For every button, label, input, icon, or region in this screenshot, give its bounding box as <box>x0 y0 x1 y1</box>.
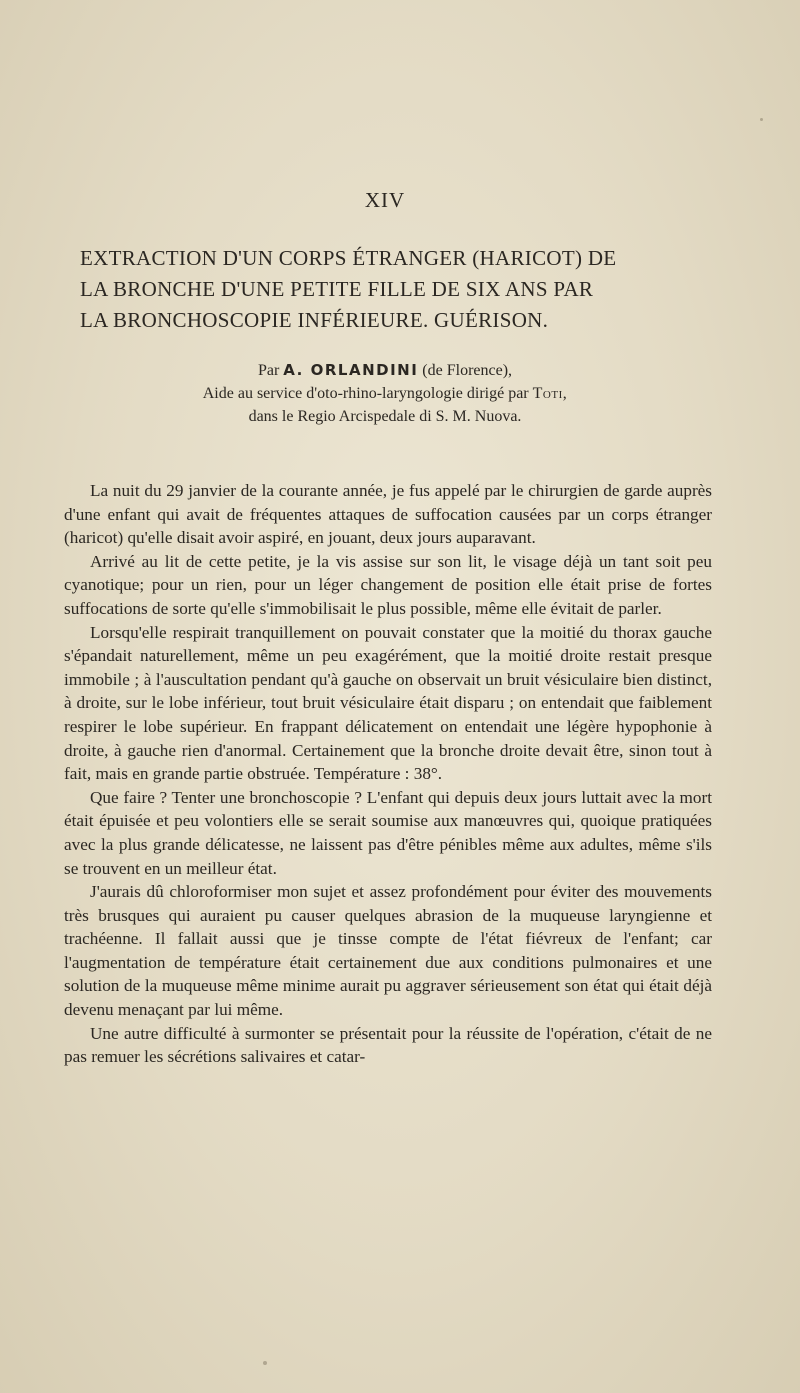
paper-speck <box>760 118 763 121</box>
paragraph: J'aurais dû chloroformiser mon sujet et assez profondément pour éviter des mouvements très brusques qui auraient pu causer quelques abrasion de la muqueuse laryngienne et trachéenne. Il fallait aussi que je tinsse compte de l'état fiévreux de l'enfant; car l'augmentation de température était certainement due aux conditions pulmonaires et une solution de la muqueuse même minime aurait pu aggraver sérieusement son état qui était déjà devenu menaçant par lui même. <box>64 882 712 1020</box>
author-origin: (de Florence), <box>422 362 513 379</box>
director-name: Toti, <box>532 385 568 402</box>
article-title <box>80 243 720 336</box>
paper-speck <box>263 1361 267 1365</box>
byline-role-line <box>0 382 770 405</box>
paragraph: Arrivé au lit de cette petite, je la vis assise sur son lit, le visage déjà un tant soit peu cyanotique; pour un rien, pour un léger changement de position elle était prise de fortes suffocations de sorte qu'elle s'immobilisait le plus possible, même elle évitait de parler. <box>64 551 712 618</box>
byline <box>0 359 770 428</box>
paragraph: Une autre difficulté à surmonter se présentait pour la réussite de l'opération, c'était de ne pas remuer les sécrétions salivaires et catar- <box>64 1023 712 1067</box>
author-name: A. ORLANDINI <box>283 361 419 379</box>
title-line: EXTRACTION D'UN CORPS ÉTRANGER (HARICOT) DE <box>80 246 617 270</box>
paragraph: Lorsqu'elle respirait tranquillement on pouvait constater que la moitié du thorax gauche s'épandait naturellement, même un peu exagérément, que la moitié droite restait presque immobile ; à l'auscultation pendant qu'à gauche on observait un bruit vésiculaire bien distinct, à droite, sur le lobe inférieur, tout bruit vésiculaire était disparu ; on entendait que faiblement respirer le lobe supérieur. En frappant délicatement on entendait une légère hypophonie à droite, à gauche rien d'anormal. Certainement que la bronche droite devait être, sinon tout à fait, mais en grande partie obstruée. Température : 38°. <box>64 622 712 784</box>
title-line: LA BRONCHE D'UNE PETITE FILLE DE SIX ANS PAR <box>80 277 594 301</box>
title-line: LA BRONCHOSCOPIE INFÉRIEURE. GUÉRISON. <box>80 308 549 332</box>
chapter-number: XIV <box>364 188 406 212</box>
byline-institution: dans le Regio Arcispedale di S. M. Nuova. <box>248 408 522 425</box>
byline-author-line <box>0 359 770 382</box>
article-body <box>64 479 712 1069</box>
byline-prefix: Par <box>257 362 280 379</box>
author-role: Aide au service d'oto-rhino-laryngologie dirigé par <box>202 385 529 402</box>
paragraph: Que faire ? Tenter une bronchoscopie ? L'enfant qui depuis deux jours luttait avec la mort était épuisée et peu volontiers elle se serait soumise aux manœuvres qui, quoique pratiquées avec la plus grande délicatesse, ne laissent pas d'être pénibles même aux adultes, même s'ils se trouvent en un meilleur état. <box>64 787 712 878</box>
paragraph: La nuit du 29 janvier de la courante année, je fus appelé par le chirurgien de garde auprès d'une enfant qui avait de fréquentes attaques de suffocation causées par un corps étranger (haricot) qu'elle disait avoir aspiré, en jouant, deux jours auparavant. <box>64 481 712 548</box>
